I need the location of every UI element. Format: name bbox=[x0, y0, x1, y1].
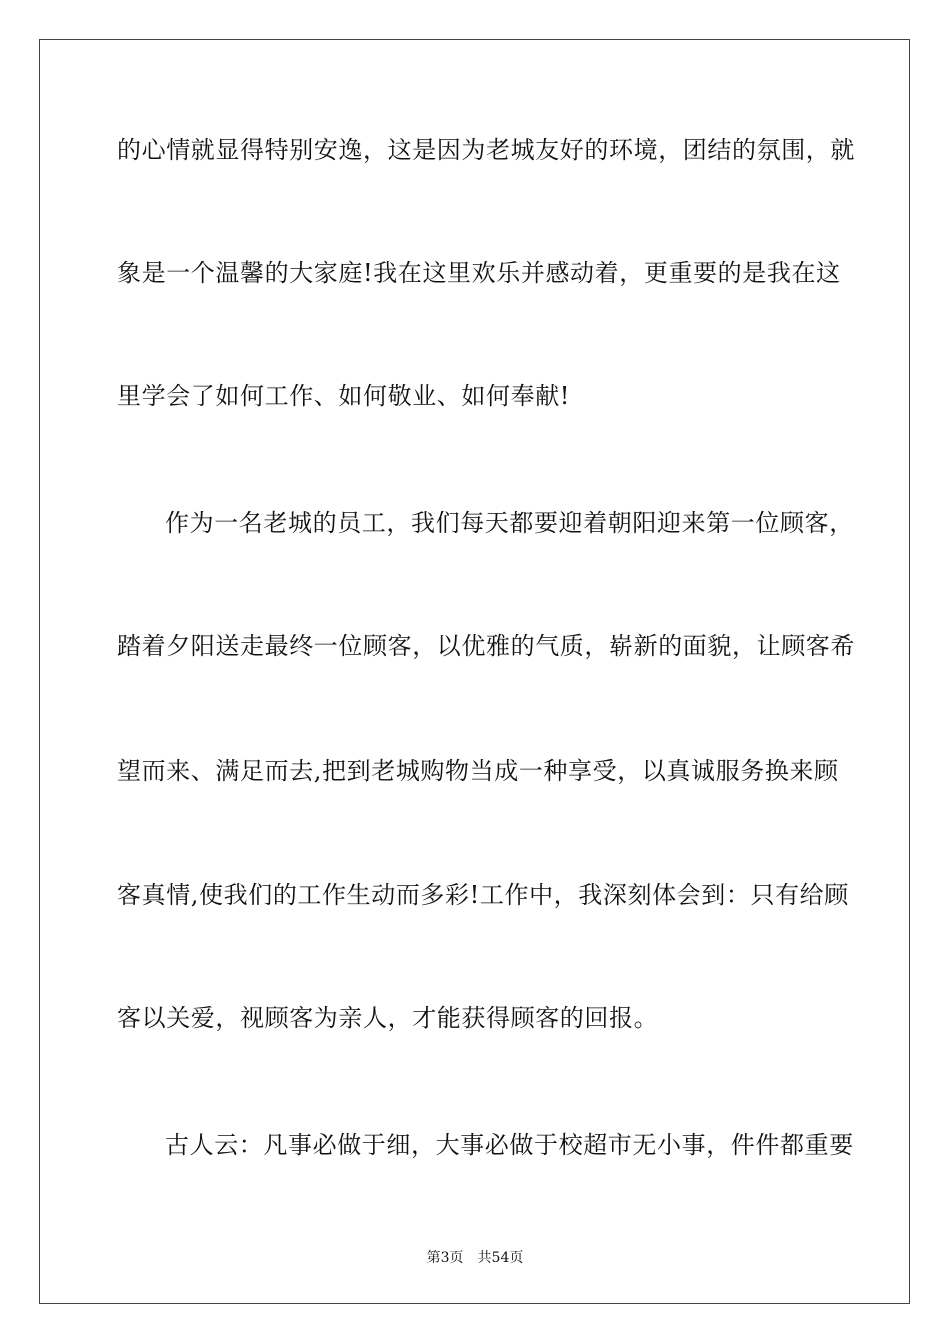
paragraph-line: 象是一个温馨的大家庭!我在这里欢乐并感动着，更重要的是我在这 bbox=[117, 259, 841, 287]
page-footer bbox=[0, 1249, 950, 1267]
paragraph-line: 作为一名老城的员工，我们每天都要迎着朝阳迎来第一位顾客， bbox=[165, 509, 854, 537]
page-border bbox=[39, 39, 910, 1304]
paragraph-line: 古人云：凡事必做于细，大事必做于校超市无小事，件件都重要 bbox=[165, 1131, 854, 1159]
page-number: 第3页 bbox=[426, 1250, 464, 1266]
page-total: 共54页 bbox=[477, 1250, 524, 1266]
paragraph-line: 望而来、满足而去,把到老城购物当成一种享受，以真诚服务换来顾 bbox=[117, 757, 839, 785]
paragraph-line: 踏着夕阳送走最终一位顾客，以优雅的气质，崭新的面貌，让顾客希 bbox=[117, 632, 855, 660]
paragraph-line: 的心情就显得特别安逸，这是因为老城友好的环境，团结的氛围，就 bbox=[117, 136, 855, 164]
paragraph-line: 客以关爱，视顾客为亲人，才能获得顾客的回报。 bbox=[117, 1004, 659, 1032]
paragraph-line: 客真情,使我们的工作生动而多彩!工作中，我深刻体会到：只有给顾 bbox=[117, 881, 849, 909]
paragraph-line: 里学会了如何工作、如何敬业、如何奉献! bbox=[117, 382, 571, 410]
